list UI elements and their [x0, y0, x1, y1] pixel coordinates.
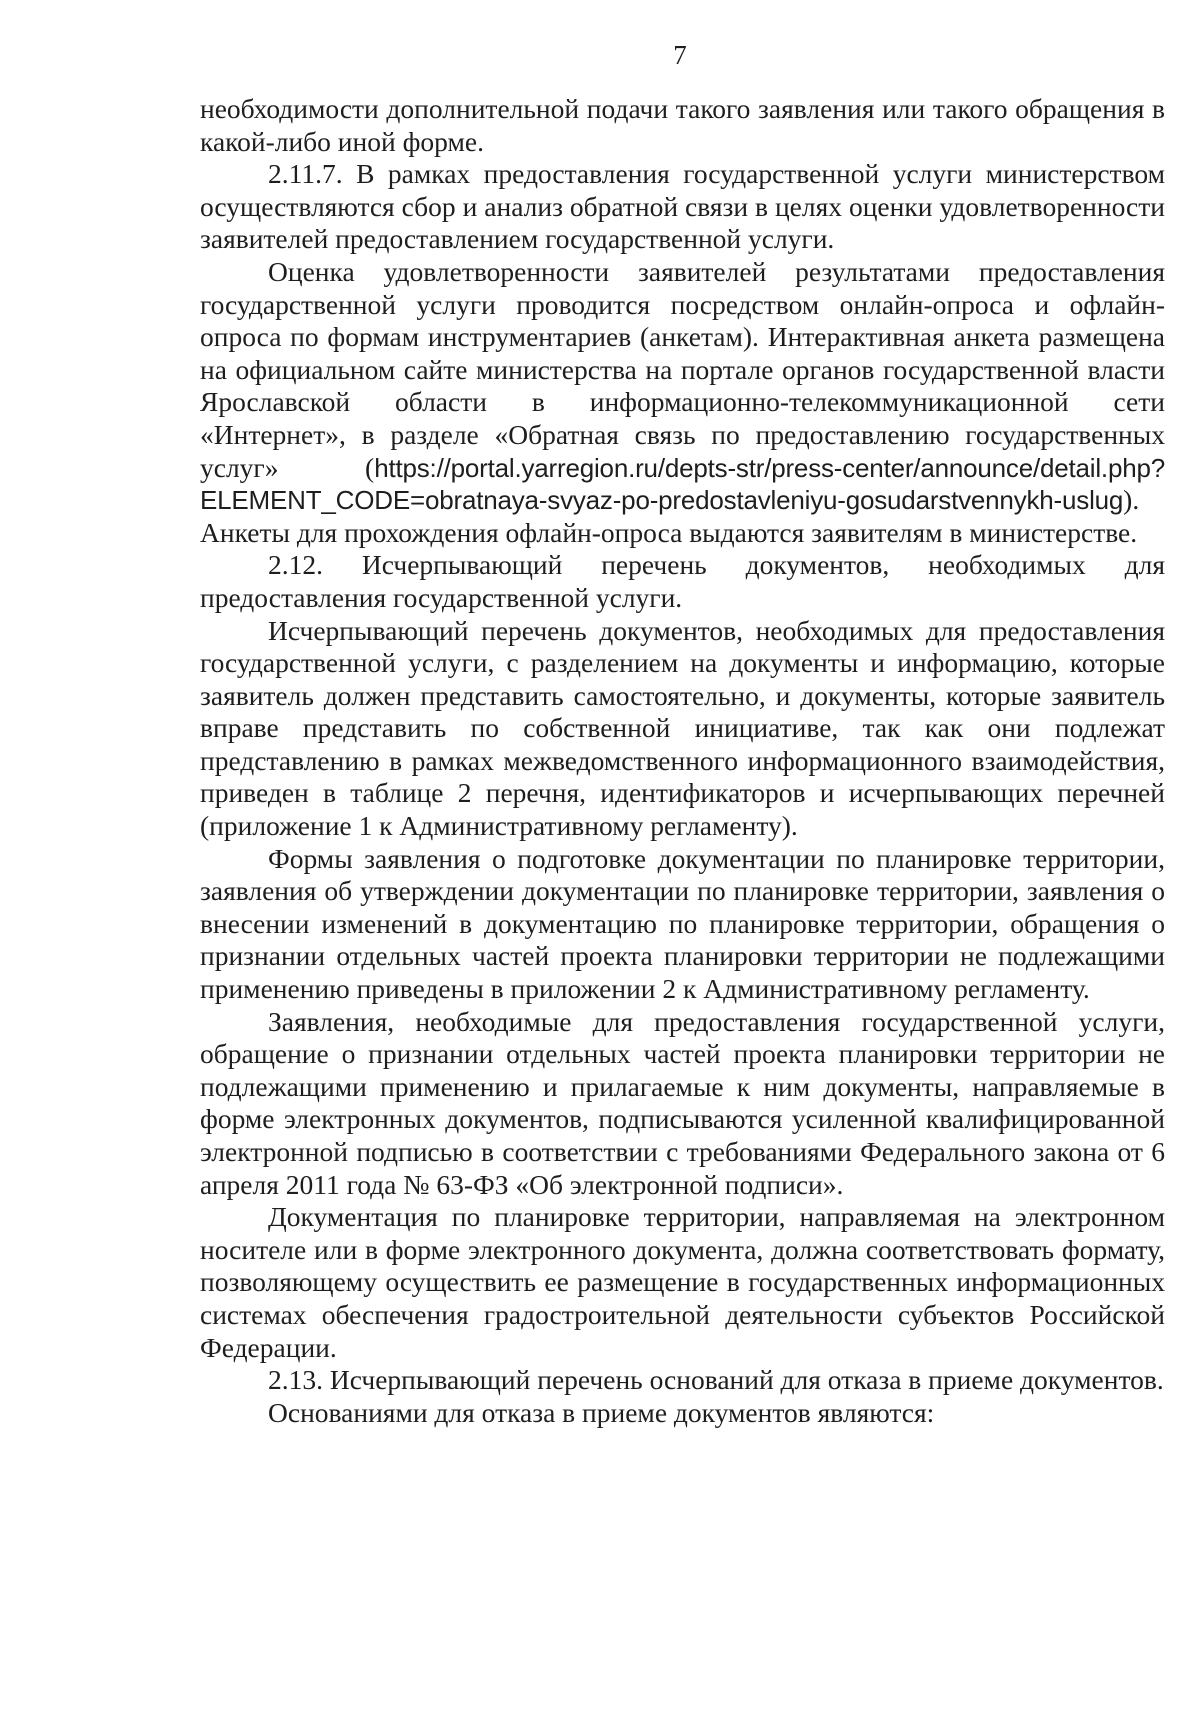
page-number: 7 [673, 40, 687, 70]
paragraph-documentation-format: Документация по планировке территории, направляемая на электронном носителе или в форме электронного документа, должна соответствовать формату, позволяющему осуществить ее размещение в государственных информационных системах обеспечения градостроительной деятельности субъектов Российской Федерации. [200, 1201, 1165, 1363]
paragraph-documents-list: Исчерпывающий перечень документов, необходимых для предоставления государственной услуги, с разделением на документы и информацию, которые заявитель должен представить самостоятельно, и документы, которые заявитель вправе представить по собственной инициативе, так как они подлежат представлению в рамках межведомственного информационного взаимодействия, приведен в таблице 2 перечня, идентификаторов и исчерпывающих перечней (приложение 1 к Административному регламенту). [200, 614, 1165, 842]
paragraph-satisfaction-survey [200, 256, 1165, 549]
survey-text-after: ). Анкеты для прохождения офлайн-опроса выдаются заявителям в министерстве. [200, 484, 1140, 548]
survey-text-before: Оценка удовлетворенности заявителей результатами предоставления государственной услуги проводится посредством онлайн-опроса и офлайн-опроса по формам инструментариев (анкетам). Интерактивная анкета размещена на официальном сайте министерства на портале органов государственной власти Ярославской области в информационно-телекоммуникационной сети «Интернет», в разделе «Обратная связь по предоставлению государственных услуг» ( [200, 255, 1165, 483]
paragraph-refusal-grounds: Основаниями для отказа в приеме документов являются: [268, 1396, 935, 1428]
paragraph-continuation: необходимости дополнительной подачи такого заявления или такого обращения в какой-либо иной форме. [200, 93, 1165, 157]
paragraph-2-13-heading: 2.13. Исчерпывающий перечень оснований для отказа в приеме документов. [268, 1364, 1164, 1396]
paragraph-application-forms: Формы заявления о подготовке документации по планировке территории, заявления об утверждении документации по планировке территории, заявления о внесении изменений в документацию по планировке территории, обращения о признании отдельных частей проекта планировки территории не подлежащими применению приведены в приложении 2 к Административному регламенту. [200, 842, 1165, 1005]
document-body [200, 93, 1165, 1429]
paragraph-electronic-signature: Заявления, необходимые для предоставления государственной услуги, обращение о признании отдельных частей проекта планировки территории не подлежащими применению и прилагаемые к ним документы, направляемые в форме электронных документов, подписываются усиленной квалифицированной электронной подписью в соответствии с требованиями Федерального закона от 6 апреля 2011 года № 63-ФЗ «Об электронной подписи». [200, 1005, 1165, 1200]
feedback-url-link[interactable]: https://portal.yarregion.ru/depts-str/press-center/announce/detail.php?ELEMENT_CODE=obratnaya-svyaz-po-predostavleniyu-gosudarstvennykh-uslug [200, 452, 1165, 516]
paragraph-2-11-7: 2.11.7. В рамках предоставления государственной услуги министерством осуществляются сбор и анализ обратной связи в целях оценки удовлетворенности заявителей предоставлением государственной услуги. [200, 158, 1165, 255]
paragraph-2-12-heading: 2.12. Исчерпывающий перечень документов, необходимых для предоставления государственной услуги. [200, 549, 1165, 613]
